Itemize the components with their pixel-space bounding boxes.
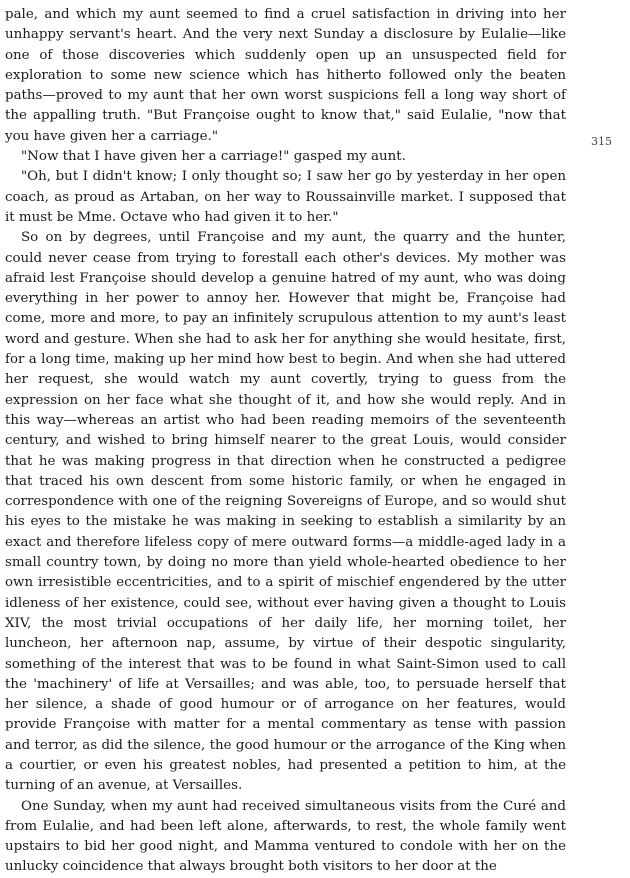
paragraph: "Oh, but I didn't know; I only thought so; I saw her go by yesterday in her open coach, as proud as Artaban, on her way to Roussainville market. I supposed that it must be Mme. Octave who had given it to her." bbox=[5, 169, 566, 225]
body-text bbox=[5, 5, 566, 878]
paragraph: So on by degrees, until Françoise and my aunt, the quarry and the hunter, could never cease from trying to forestall each other's devices. My mother was afraid lest Françoise should develop a genuine hatred of my aunt, who was doing everything in her power to annoy her. However that might be, Françoise had come, more and more, to pay an infinitely scrupulous attention to my aunt's least word and gesture. When she had to ask her for anything she would hesitate, first, for a long time, making up her mind how best to begin. And when she had uttered her request, she would watch my aunt covertly, trying to guess from the expression on her face what she thought of it, and how she would reply. And in this way—whereas an artist who had been reading memoirs of the seventeenth century, and wished to bring himself nearer to the great Louis, would consider that he was making progress in that direction when he constructed a pedigree that traced his own descent from some historic family, or when he engaged in correspondence with one of the reigning Sovereigns of Europe, and so would shut his eyes to the mistake he was making in seeking to establish a similarity by an exact and therefore lifeless copy of mere outward forms—a middle-aged lady in a small country town, by doing no more than yield whole-hearted obedience to her own irresistible eccentricities, and to a spirit of mischief engendered by the utter idleness of her existence, could see, without ever having given a thought to Louis XIV, the most trivial occupations of her daily life, her morning toilet, her luncheon, her afternoon nap, assume, by virtue of their despotic singularity, something of the interest that was to be found in what Saint-Simon used to call the 'machinery' of life at Versailles; and was able, too, to persuade herself that her silence, a shade of good humour or of arrogance on her features, would provide Françoise with matter for a mental commentary as tense with passion and terror, as did the silence, the good humour or the arrogance of the King when a courtier, or even his greatest nobles, had presented a petition to him, at the turning of an avenue, at Versailles. bbox=[5, 230, 566, 794]
paragraph: "Now that I have given her a carriage!" gasped my aunt. bbox=[21, 149, 406, 165]
paragraph: pale, and which my aunt seemed to find a cruel satisfaction in driving into her unhappy servant's heart. And the very next Sunday a disclosure by Eulalie—like one of those discoveries which suddenly open up an unsuspected field for exploration to some new science which has hitherto followed only the beaten paths—proved to my aunt that her own worst suspicions fell a long way short of the appalling truth. "But Françoise ought to know that," said Eulalie, "now that you have given her a carriage." bbox=[5, 7, 566, 144]
paragraph: One Sunday, when my aunt had received simultaneous visits from the Curé and from Eulalie, and had been left alone, afterwards, to rest, the whole family went upstairs to bid her good night, and Mamma ventured to condole with her on the unlucky coincidence that always brought both visitors to her door at the bbox=[5, 798, 566, 875]
page-number: 315 bbox=[591, 135, 612, 148]
